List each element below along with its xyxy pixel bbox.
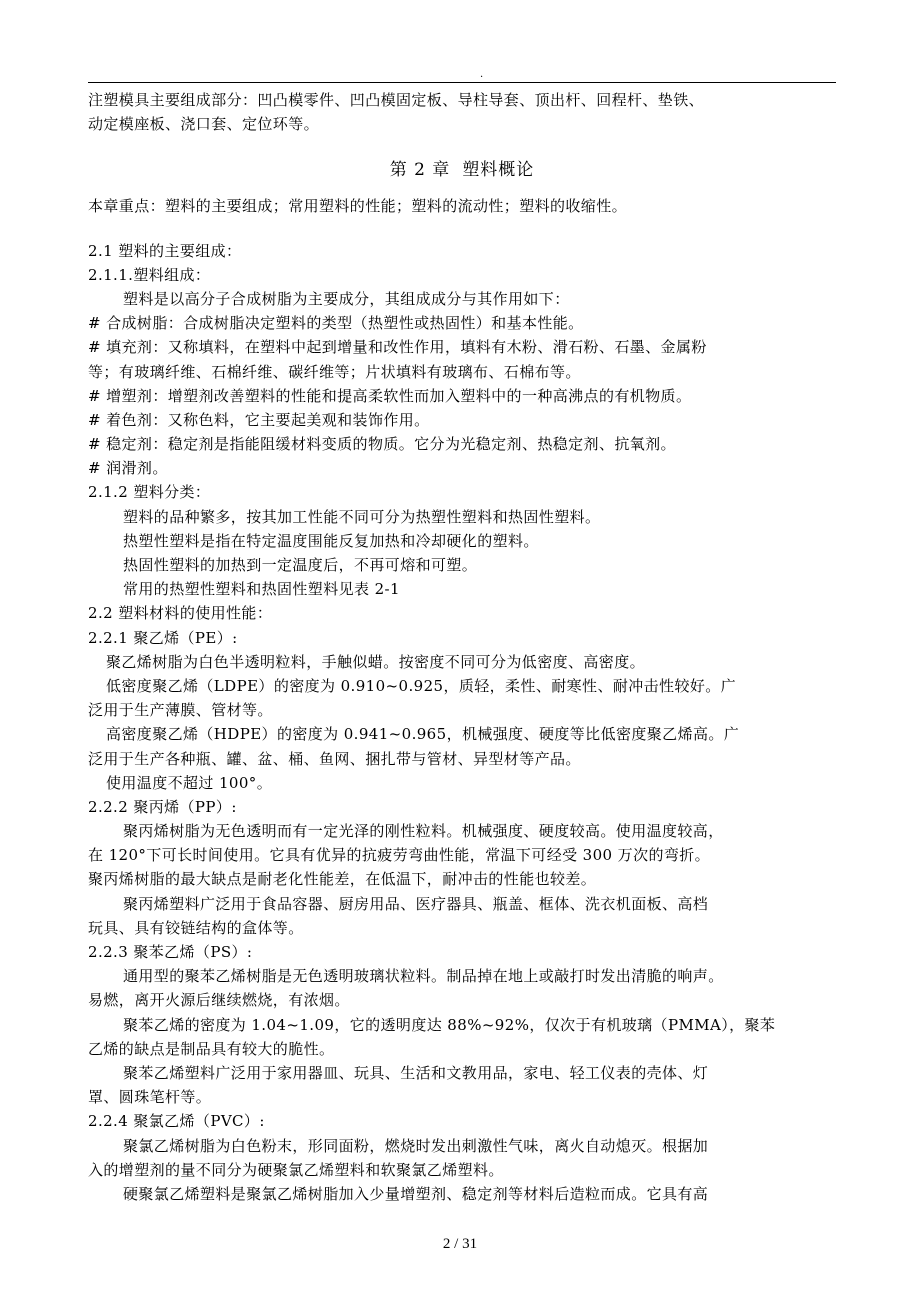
chapter-focus: 本章重点：塑料的主要组成；常用塑料的性能；塑料的流动性；塑料的收缩性。 [88,197,628,216]
chapter-number: 第 2 章 [389,160,451,181]
paragraph-line: 乙烯的缺点是制品具有较大的脆性。 [88,1039,335,1058]
paragraph-line: 在 120°下可长时间使用。它具有优异的抗疲劳弯曲性能，常温下可经受 300 万次的弯折。 [88,846,711,865]
subsection-heading: 2.2.4 聚氯乙烯（PVC）: [88,1112,265,1131]
paragraph-line: 热塑性塑料是指在特定温度围能反复加热和冷却硬化的塑料。 [123,531,539,550]
section-heading: 2.1 塑料的主要组成： [88,241,242,260]
subsection-heading: 2.1.1.塑料组成： [88,265,211,284]
section-heading: 2.2 塑料材料的使用性能： [88,604,273,623]
paragraph-line: 易燃，离开火源后继续燃烧，有浓烟。 [88,991,350,1010]
intro-line: 注塑模具主要组成部分：凹凸模零件、凹凸模固定板、导柱导套、顶出杆、回程杆、垫铁、 [88,91,705,109]
header-mark: . [480,69,484,80]
header-rule [88,82,836,83]
intro-line: 动定模座板、浇口套、定位环等。 [88,115,320,134]
list-item: # 增塑剂：增塑剂改善塑料的性能和提高柔软性而加入塑料中的一种高沸点的有机物质。 [88,386,692,405]
paragraph-line: 入的增塑剂的量不同分为硬聚氯乙烯塑料和软聚氯乙烯塑料。 [88,1160,504,1179]
paragraph-line: 泛用于生产各种瓶、罐、盆、桶、鱼网、捆扎带与管材、异型材等产品。 [88,749,581,768]
paragraph-line: 聚氯乙烯树脂为白色粉末，形同面粉，燃烧时发出刺激性气味，离火自动熄灭。根据加 [123,1136,709,1155]
list-item-continued: 等；有玻璃纤维、石棉纤维、碳纤维等；片状填料有玻璃布、石棉布等。 [88,362,581,381]
list-item: # 合成树脂：合成树脂决定塑料的类型（热塑性或热固性）和基本性能。 [88,314,584,333]
subsection-heading: 2.2.2 聚丙烯（PP）: [88,797,237,816]
list-item: # 填充剂：又称填料，在塑料中起到增量和改性作用，填料有木粉、滑石粉、石墨、金属粉 [88,338,707,357]
paragraph-line: 使用温度不超过 100°。 [106,773,273,792]
page-number: 2 / 31 [442,1236,478,1252]
subsection-heading: 2.2.3 聚苯乙烯（PS）: [88,943,253,961]
paragraph-line: 高密度聚乙烯（HDPE）的密度为 0.941~0.965，机械强度、硬度等比低密度聚乙烯高。广 [106,725,740,744]
paragraph-line: 塑料的品种繁多，按其加工性能不同可分为热塑性塑料和热固性塑料。 [123,507,601,526]
list-item: # 着色剂：又称色料，它主要起美观和装饰作用。 [88,410,430,429]
paragraph-line: 通用型的聚苯乙烯树脂是无色透明玻璃状粒料。制品掉在地上或敲打时发出清脆的响声。 [123,967,724,986]
page-content [88,88,836,1206]
paragraph-line: 罩、圆珠笔杆等。 [88,1088,212,1107]
paragraph-line: 聚苯乙烯塑料广泛用于家用器皿、玩具、生活和文教用品，家电、轻工仪表的壳体、灯 [123,1063,709,1082]
subsection-heading: 2.2.1 聚乙烯（PE）: [88,628,238,647]
paragraph-line: 塑料是以高分子合成树脂为主要成分，其组成成分与其作用如下： [123,289,570,308]
list-item: # 稳定剂：稳定剂是指能阻缓材料变质的物质。它分为光稳定剂、热稳定剂、抗氧剂。 [88,435,676,454]
paragraph-line: 硬聚氯乙烯塑料是聚氯乙烯树脂加入少量增塑剂、稳定剂等材料后造粒而成。它具有高 [123,1184,709,1203]
paragraph-line: 聚乙烯树脂为白色半透明粒料，手触似蜡。按密度不同可分为低密度、高密度。 [106,652,646,671]
paragraph-line: 聚丙烯树脂的最大缺点是耐老化性能差，在低温下，耐冲击的性能也较差。 [88,870,597,889]
paragraph-line: 聚丙烯树脂为无色透明而有一定光泽的刚性粒料。机械强度、硬度较高。使用温度较高， [123,822,724,841]
paragraph-line: 玩具、具有铰链结构的盒体等。 [88,918,304,937]
paragraph-line: 泛用于生产薄膜、管材等。 [88,701,273,720]
paragraph-line: 低密度聚乙烯（LDPE）的密度为 0.910~0.925，质轻，柔性、耐寒性、耐冲击性较好。广 [106,676,737,695]
paragraph-line: 热固性塑料的加热到一定温度后，不再可熔和可塑。 [123,556,478,574]
chapter-title: 塑料概论 [462,160,535,181]
paragraph-line: 常用的热塑性塑料和热固性塑料见表 2-1 [123,580,400,599]
list-item: # 润滑剂。 [88,459,168,478]
chapter-heading [88,158,836,182]
paragraph-line: 聚苯乙烯的密度为 1.04~1.09，它的透明度达 88%~92%，仅次于有机玻璃（PMMA），聚苯 [123,1015,776,1034]
paragraph-line: 聚丙烯塑料广泛用于食品容器、厨房用品、医疗器具、瓶盖、框体、洗衣机面板、高档 [123,894,709,913]
subsection-heading: 2.1.2 塑料分类： [88,483,211,502]
